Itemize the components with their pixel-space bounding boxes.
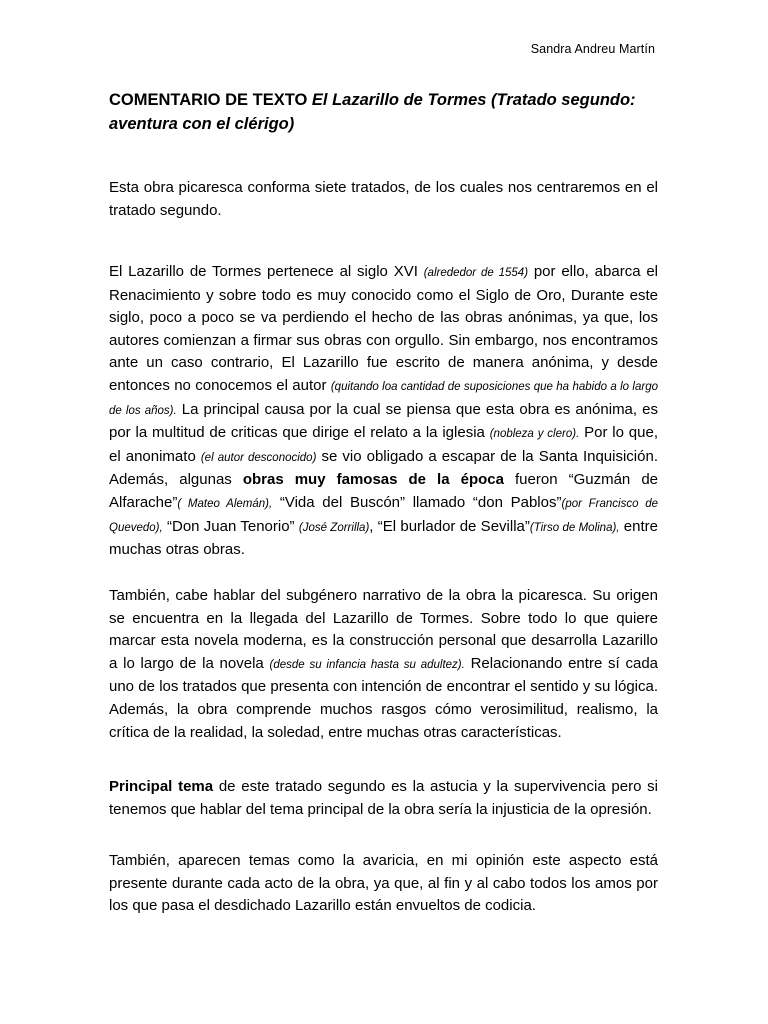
text-run: “Vida del Buscón” llamado “don Pablos” [272,493,562,511]
paragraph-context-text [109,261,658,562]
title-work: El Lazarillo de Tormes [311,91,487,109]
author-name: Sandra Andreu Martín [530,42,655,56]
text-run: entre muchas otras obras. [109,517,658,559]
note-run: (el autor desconocido) [200,451,317,464]
text-run: , “El burlador de Sevilla” [369,517,530,535]
text-run: Por lo que, el anonimato [109,424,658,465]
text-run: Relacionando entre sí cada uno de los tratados que presenta con intención de encontrar el sentido y su lógica. Además, la obra comprende muchos rasgos cómo verosimilitud, realismo, la crítica de la realidad, la soledad, entre muchas otras características. [109,654,659,741]
text-run: También, aparecen temas como la avaricia, en mi opinión este aspecto está presente durante cada acto de la obra, ya que, al fin y al cabo todos los amos por los que pasa el desdichado Lazarillo están envueltos de codicia. [109,852,658,915]
text-run: de este tratado segundo es la astucia y la supervivencia pero si tenemos que hablar del tema principal de la obra sería la injusticia de la opresión. [109,778,658,818]
note-run: (nobleza y clero). [489,428,580,441]
intro-text: Esta obra picaresca conforma siete tratados, de los cuales nos centraremos en el tratado segundo. [109,179,658,219]
paragraph-avarice-text [109,850,658,918]
text-run: por ello, abarca el Renacimiento y sobre todo es muy conocido como el Siglo de Oro, Durante este siglo, poco a poco se va perdiendo el hecho de las obras anónimas, ya que, los autores comienzan a firmar sus obras con orgullo. Sin embargo, nos encontramos ante un caso contrario, El Lazarillo fue escrito de manera anónima, y desde entonces no conocemos el autor [109,263,659,394]
text-run: fueron “Guzmán de Alfarache” [109,471,658,511]
intro-paragraph [109,177,658,222]
text-run: El Lazarillo de Tormes pertenece al siglo XVI [109,263,424,280]
paragraph-subgenre-text [109,585,658,744]
note-run: (desde su infancia hasta su adultez). [269,658,465,671]
bold-run: obras muy famosas de la época [242,471,504,489]
note-run: (Tirso de Molina), [529,521,620,534]
note-run: ( Mateo Alemán), [177,497,273,510]
note-run: (quitando loa cantidad de suposiciones que ha habido a lo largo de los años). [109,380,658,417]
paragraph-avarice [109,850,658,918]
paragraph-theme [109,776,658,821]
text-run: La principal causa por la cual se piensa que esta obra es anónima, es por la multitud de criticas que dirige el relato a la iglesia [109,400,658,442]
note-run: (por Francisco de Quevedo), [109,497,658,534]
paragraph-context [109,261,658,562]
title-lead: COMENTARIO DE TEXTO [109,91,312,109]
paragraph-subgenre [109,585,658,744]
text-run: También, cabe hablar del subgénero narrativo de la obra la picaresca. Su origen se encuentra en la llegada del Lazarillo de Tormes. Sobre todo lo que quiere marcar esta novela moderna, es la construcción personal que desarrolla Lazarillo a lo largo de la novela [109,587,658,672]
text-run: se vio obligado a escapar de la Santa Inquisición. Además, algunas [109,447,658,489]
paragraph-theme-text [109,776,658,821]
title-subtitle: (Tratado segundo: aventura con el clérigo) [109,91,636,133]
bold-run: Principal tema [109,778,214,795]
note-run: (José Zorrilla) [298,521,370,534]
note-run: (alrededor de 1554) [423,267,529,279]
document-title [109,88,659,136]
text-run: “Don Juan Tenorio” [162,517,299,535]
